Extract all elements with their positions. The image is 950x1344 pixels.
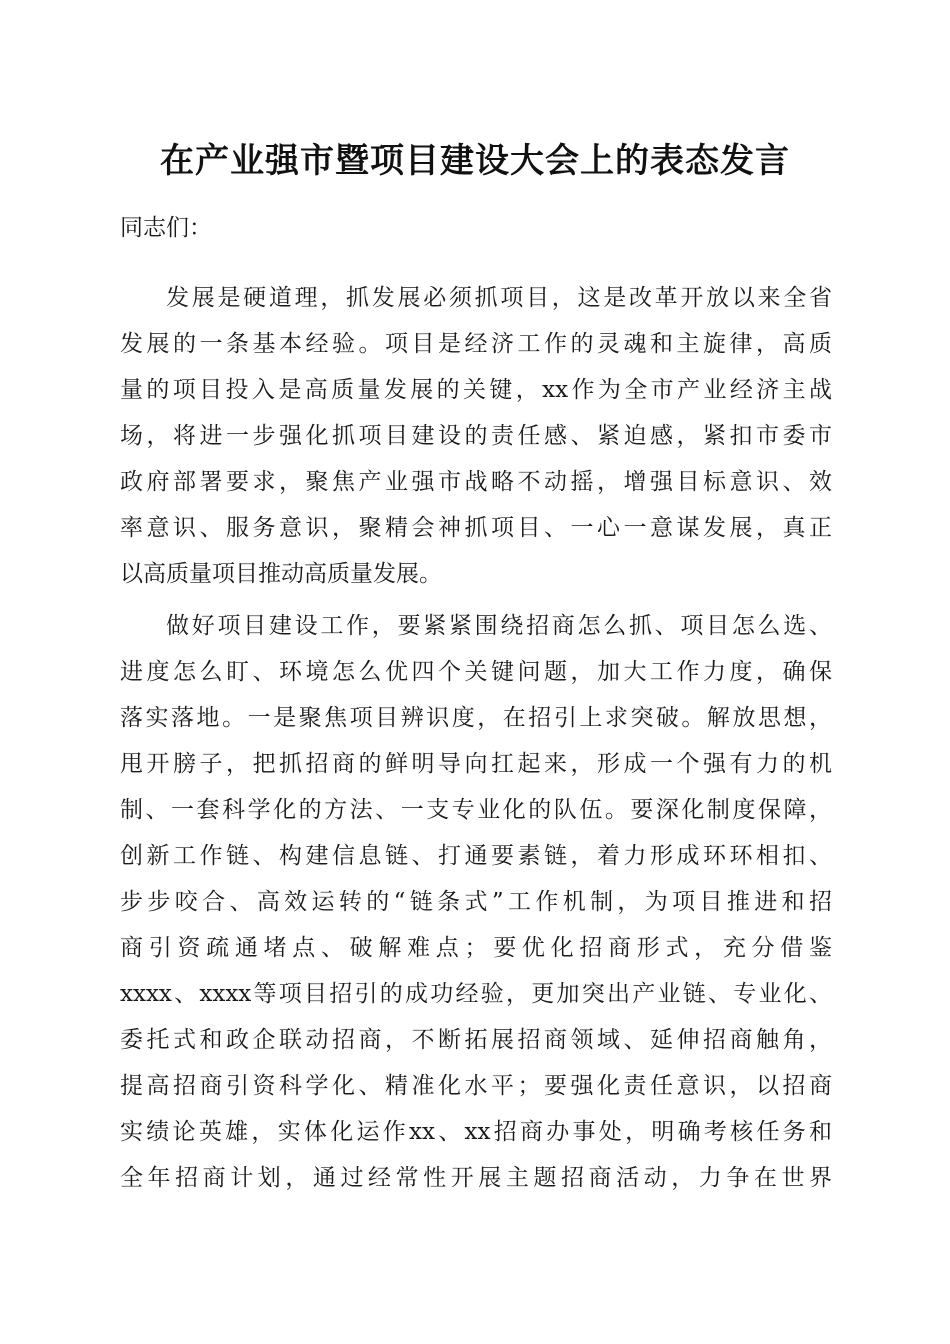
paragraph-2-line: 提高招商引资科学化、精准化水平；要强化责任意识，以招商 xyxy=(120,1073,832,1099)
paragraph-2-line: 实绩论英雄，实体化运作xx、xx招商办事处，明确考核任务和 xyxy=(120,1119,832,1145)
paragraph-2-line: xxxx、xxxx等项目招引的成功经验，更加突出产业链、专业化、 xyxy=(120,981,832,1007)
paragraph-1-line: 发展是硬道理，抓发展必须抓项目，这是改革开放以来全省 xyxy=(166,285,832,311)
paragraph-2-line: 进度怎么盯、环境怎么优四个关键问题，加大工作力度，确保 xyxy=(120,659,832,685)
paragraph-2-line: 甩开膀子，把抓招商的鲜明导向扛起来，形成一个强有力的机 xyxy=(120,751,832,777)
paragraph-2-line: 全年招商计划，通过经常性开展主题招商活动，力争在世界 xyxy=(120,1165,832,1191)
paragraph-2-line: 落实落地。一是聚焦项目辨识度，在招引上求突破。解放思想， xyxy=(120,705,832,731)
paragraph-1-line: 场，将进一步强化抓项目建设的责任感、紧迫感，紧扣市委市 xyxy=(120,423,832,449)
paragraph-2-line: 做好项目建设工作，要紧紧围绕招商怎么抓、项目怎么选、 xyxy=(166,613,832,639)
paragraph-1-line: 率意识、服务意识，聚精会神抓项目、一心一意谋发展，真正 xyxy=(120,515,832,541)
salutation: 同志们： xyxy=(120,215,212,241)
paragraph-2-line: 制、一套科学化的方法、一支专业化的队伍。要深化制度保障， xyxy=(120,797,832,823)
paragraph-1-line: 以高质量项目推动高质量发展。 xyxy=(120,561,442,587)
paragraph-1-line: 发展的一条基本经验。项目是经济工作的灵魂和主旋律，高质 xyxy=(120,331,832,357)
paragraph-2-line: 创新工作链、构建信息链、打通要素链，着力形成环环相扣、 xyxy=(120,843,832,869)
paragraph-1-line: 政府部署要求，聚焦产业强市战略不动摇，增强目标意识、效 xyxy=(120,469,832,495)
paragraph-2-line: 商引资疏通堵点、破解难点；要优化招商形式，充分借鉴 xyxy=(120,935,832,961)
paragraph-1-line: 量的项目投入是高质量发展的关键，xx作为全市产业经济主战 xyxy=(120,377,832,403)
paragraph-2-line: 委托式和政企联动招商，不断拓展招商领域、延伸招商触角， xyxy=(120,1027,832,1053)
document-title: 在产业强市暨项目建设大会上的表态发言 xyxy=(160,141,790,181)
paragraph-2-line: 步步咬合、高效运转的“链条式”工作机制，为项目推进和招 xyxy=(120,889,832,915)
